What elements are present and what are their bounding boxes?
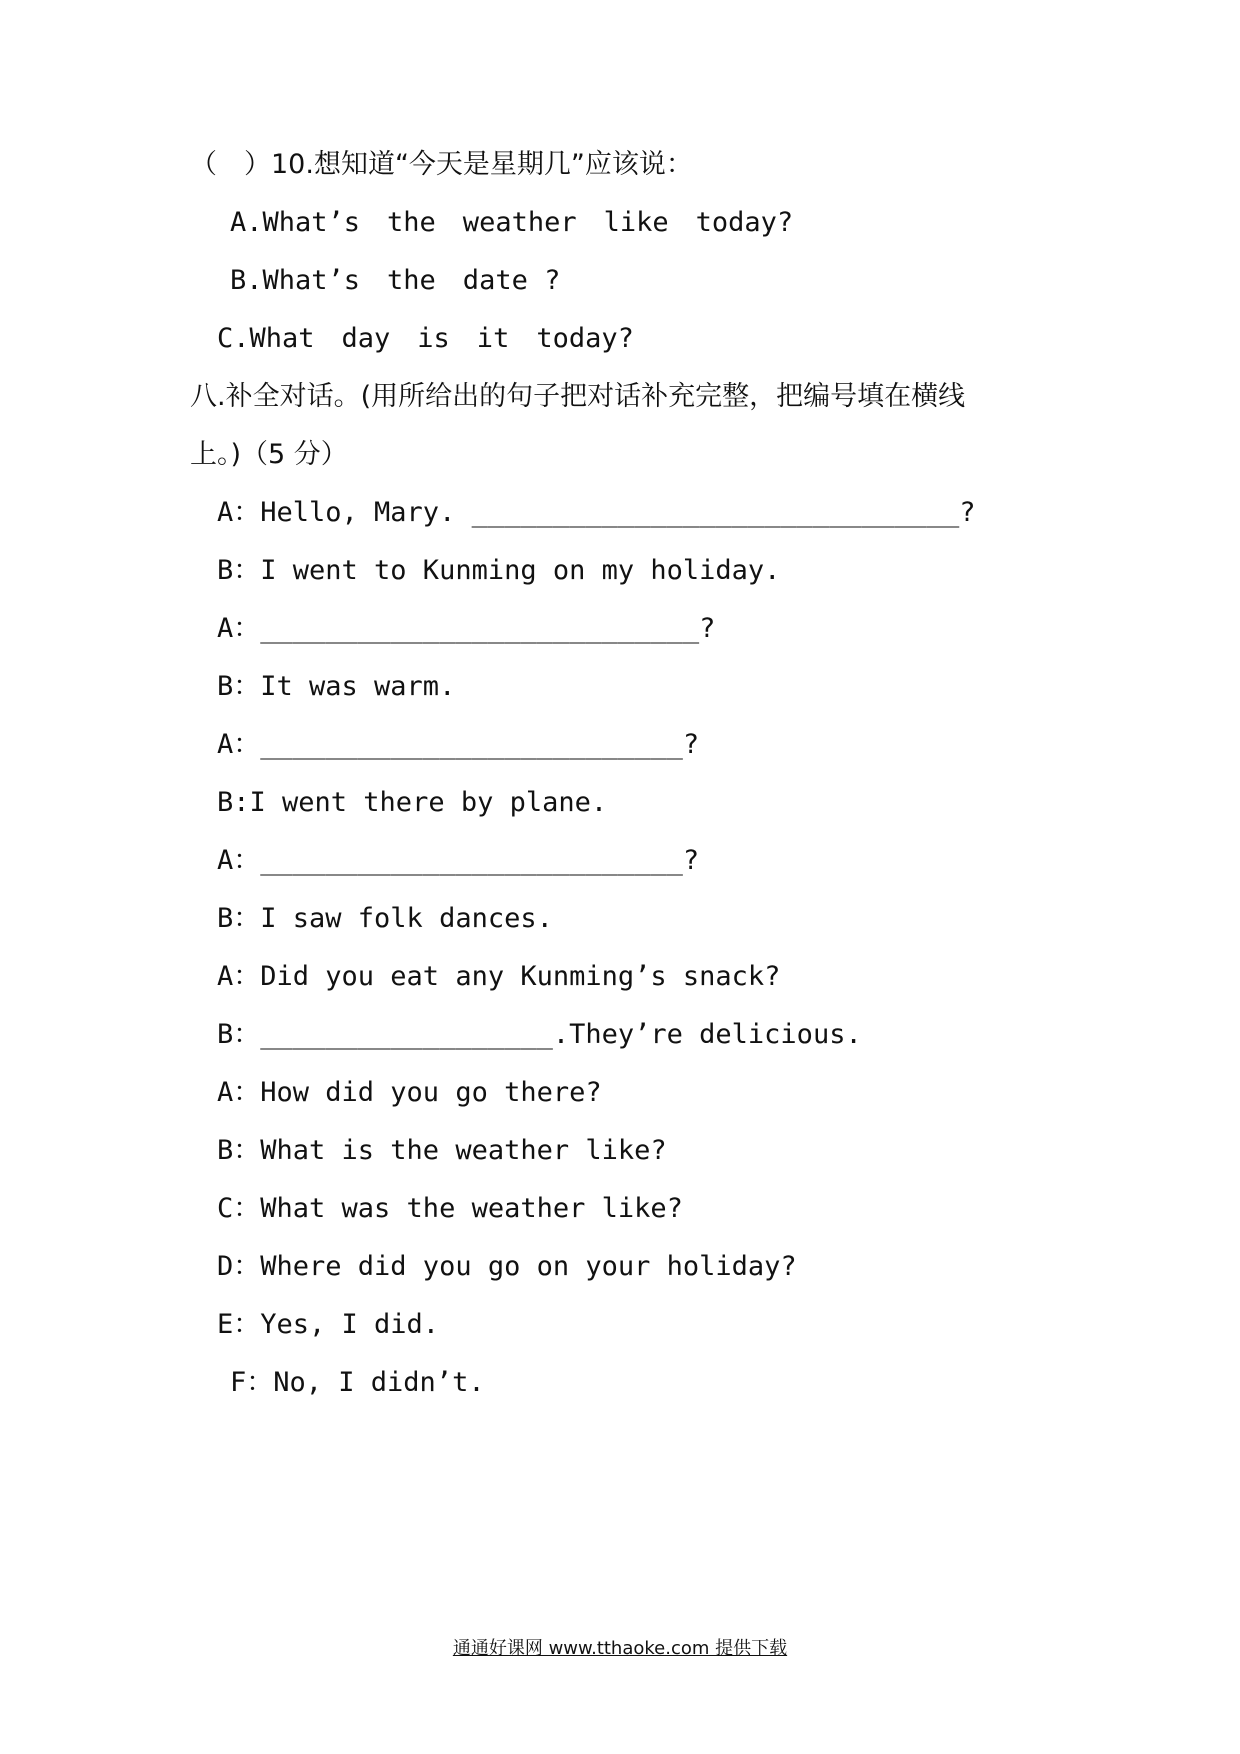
question-10-stem: （ ）10.想知道“今天是星期几”应该说： (190, 149, 693, 180)
choice-item: B：What is the weather like? (217, 1135, 667, 1166)
question-10-option-b: B.What’s the date ? (230, 265, 561, 296)
dialogue-line: B:I went there by plane. (217, 787, 608, 818)
dialogue-line: A：__________________________? (217, 729, 700, 760)
choice-item: A：How did you go there? (217, 1077, 602, 1108)
dialogue-line: B：__________________.They’re delicious. (217, 1019, 862, 1050)
question-10-option-c: C.What day is it today? (217, 323, 634, 354)
dialogue-line: B：I went to Kunming on my holiday. (217, 555, 781, 586)
choice-item: D：Where did you go on your holiday? (217, 1251, 797, 1282)
dialogue-line: A：Did you eat any Kunming’s snack? (217, 961, 781, 992)
choice-item: E：Yes, I did. (217, 1309, 440, 1340)
section-8-heading-line2: 上。)（5 分） (190, 439, 348, 470)
choice-item: C：What was the weather like? (217, 1193, 683, 1224)
dialogue-line: A：__________________________? (217, 845, 700, 876)
question-10-option-a: A.What’s the weather like today? (230, 207, 794, 238)
section-8-heading-line1: 八.补全对话。(用所给出的句子把对话补充完整，把编号填在横线 (190, 381, 966, 412)
dialogue-line: A：___________________________? (217, 613, 716, 644)
choice-item: F：No, I didn’t. (230, 1367, 485, 1398)
dialogue-line: B：It was warm. (217, 671, 456, 702)
dialogue-line: B：I saw folk dances. (217, 903, 553, 934)
footer-link[interactable]: 通通好课网 www.tthaoke.com 提供下载 (452, 1638, 788, 1659)
dialogue-line: A：Hello, Mary. ______________________________? (217, 497, 976, 528)
